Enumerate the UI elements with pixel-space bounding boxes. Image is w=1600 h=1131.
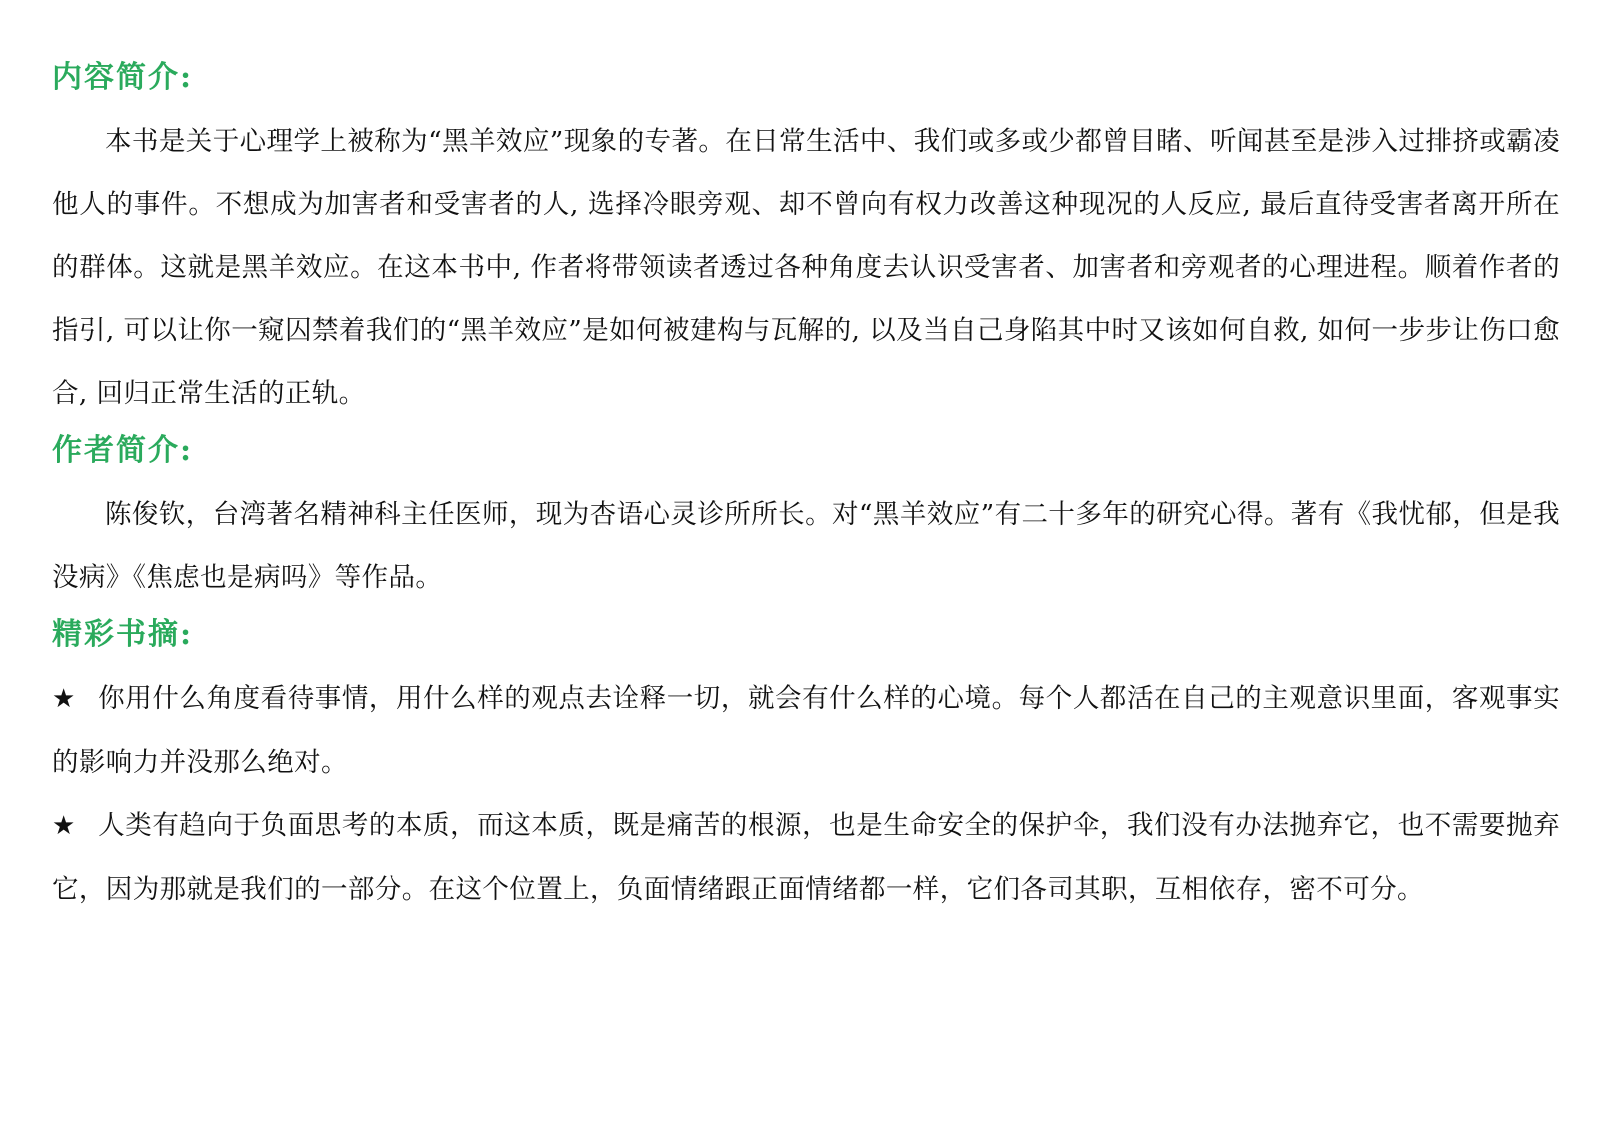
excerpt-text: 人类有趋向于负面思考的本质，而这本质，既是痛苦的根源，也是生命安全的保护伞，我们没有办法抛弃它，也不需要抛弃它，因为那就是我们的一部分。在这个位置上，负面情绪跟正面情绪都一样，它们各司其职，互相依存，密不可分。 xyxy=(52,810,1560,905)
intro-heading: 内容简介: xyxy=(52,60,194,95)
author-heading: 作者简介: xyxy=(52,433,194,468)
intro-paragraph: 本书是关于心理学上被称为“黑羊效应”现象的专著。在日常生活中、我们或多或少都曾目睹、听闻甚至是涉入过排挤或霸凌他人的事件。不想成为加害者和受害者的人, 选择冷眼旁观、却不曾向有权力改善这种现况的人反应, 最后直待受害者离开所在的群体。这就是黑羊效应。在这本书中, 作者将带领读者透过各种角度去认识受害者、加害者和旁观者的心理进程。顺着作者的指引, 可以让你一窥囚禁着我们的“黑羊效应”是如何被建构与瓦解的, 以及当自己身陷其中时又该如何自救, 如何一步步让伤口愈合, 回归正常生活的正轨。 xyxy=(52,126,1560,409)
excerpt-item xyxy=(52,667,1560,794)
excerpt-text: 你用什么角度看待事情，用什么样的观点去诠释一切，就会有什么样的心境。每个人都活在自己的主观意识里面，客观事实的影响力并没那么绝对。 xyxy=(52,683,1560,778)
star-icon: ★ xyxy=(52,684,76,714)
star-icon: ★ xyxy=(52,811,76,841)
author-paragraph: 陈俊钦，台湾著名精神科主任医师，现为杏语心灵诊所所长。对“黑羊效应”有二十多年的研究心得。著有《我忧郁，但是我没病》《焦虑也是病吗》等作品。 xyxy=(52,499,1560,593)
excerpts-heading: 精彩书摘: xyxy=(52,617,194,652)
excerpt-item xyxy=(52,794,1560,921)
book-info-page xyxy=(52,54,1560,921)
excerpt-list xyxy=(52,667,1560,921)
